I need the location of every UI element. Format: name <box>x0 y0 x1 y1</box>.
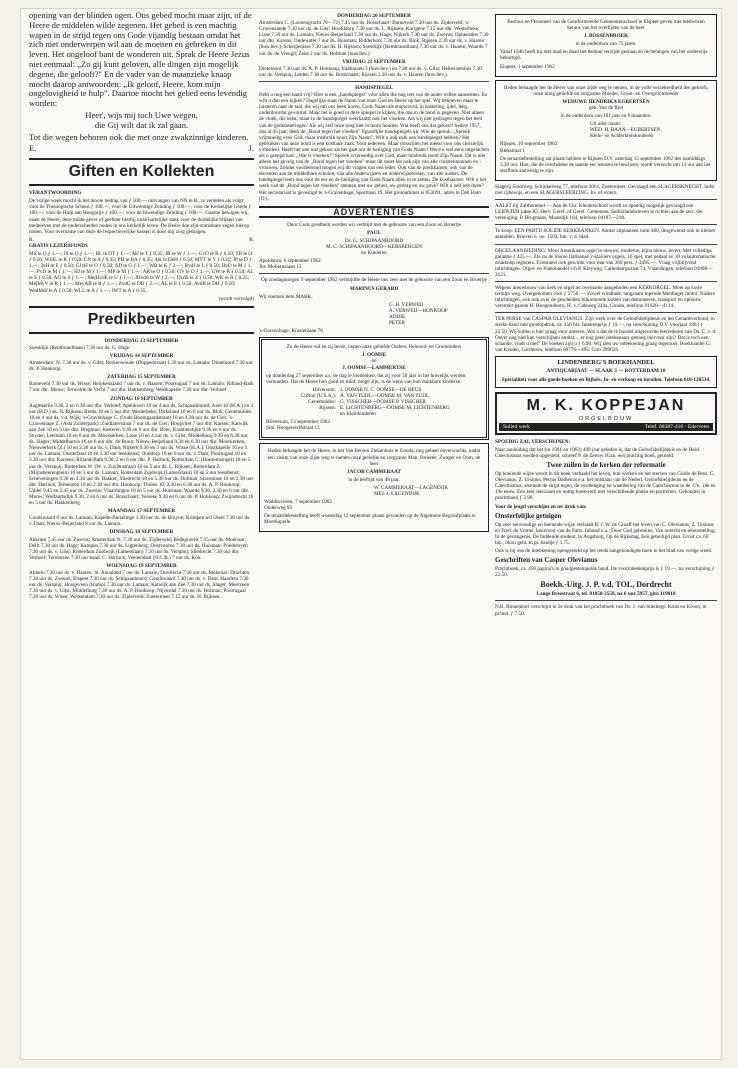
day-text: Akkrum 7.45 uur ds. Zwerus; Amsterdam N. 7.30 uur ds. Zijderveld; Bodegraven 7.15 uur ds. Moleraar; Delft 7.30 uur ds. Hage; Kampen 7.30 uur ds. Ligtenberg; Oostvoorne 7.30 uur ds. Huisman; Poederoyen 7.30 uur ds. v. Gilst; Rotterdam Zuidwijk (Lamerslaan) 7.30 uur ds. Verspuij; Sliedrecht 7.30 uur dhr. Verhoef; Terneuzen 7.30 uur kand. C. Harinck; Veenendaal (O.C.B.) 7 uur ds. Kok. <box>29 536 248 561</box>
death-announcement-cammeraat: Heden behaagde het de Heere, in het Van Iterson Ziekenhuis te Gouda, nog geheel onverwachts, nadat een ziekte van onze zijde weg te nemen onze geliefde en zorgzame Man, Broeder, Zwager en Oom, de heer JACOB CAMMERAAT in de leeftijd van 48 jaar. W. CAMMERAAT—LAGENDIJK MEJ. J. LAGENDIJK Waddinxveen, 7 september 1962 Onderweg 93 De teraardebestelling heeft woensdag 12 september plaats gevonden op de Algemene Begraafplaats te Moerkapelle. <box>259 443 489 532</box>
day-heading: ZONDAG 16 SEPTEMBER <box>110 395 173 402</box>
poem-line: die Gij wilt dat ik zal gaan. <box>94 119 189 130</box>
divider <box>495 199 717 200</box>
day-heading: VRIJDAG 21 SEPTEMBER <box>342 58 406 65</box>
koppejan-bar: Solied werk Telef. 08387-416 - Ederveen <box>499 423 713 431</box>
classified-olevianus: TER PERSE van CASPAR OLEVIANUS: Zijn werk over de Geloofsbelijdenis en het Genadeverbond, in sterke band met goudopdruk, ca. 450 blz. Intekenprijs ƒ 19.—, na verschijning D.V. voorjaar 1963 ƒ 22.50. Wij zullen u hier graag voor noteren. Wat u dat de te bundel uitgezochte leerrederen van Ds. C. v. d. Oever nog niet kan verschijnen omdat.... er nog geen intekenaars genoeg hiervoor zijn? Dat is toch een schande, vindt u niet? De boeken zijn u ƒ 6.90. Wij zien uw inteekening graag tegemoet. Boekhandel G. van Keulen, Gardteren, telefoon 06776—495. Giro 299624. <box>495 316 717 353</box>
section-header-giften: Giften en Kollekten <box>29 158 254 186</box>
day-text: Goudswaard 6 uur ds. Lamain; Kapelle-Biezelinge 1.30 uur ds. de Bruyne; Krimpen a/d IJssel 7.30 uur ds. v. Dam; Nieuw-Beijerland 8 uur ds. Lamain. <box>29 515 251 528</box>
day-heading: WOENSDAG 19 SEPTEMBER <box>106 562 177 569</box>
classified-slager: Slagerij Slootweg, Schinkelweg 77, telefoon 3061, Zoetermeer. Gevraagd een SLAGERSKNECHT, liefst met rijbewijs, en een SLAGERSLEERLING. In- of extern. <box>495 183 715 196</box>
day-text: Almelo 7.30 uur ds. v. Haaren; St. Annaland 7 uur ds. Lamain; Dordrecht 7.30 uur ds. Moleraar; Drachten 7.30 uur ds. Zwerus; Elspeet 7.30 uur ds. Schipaanboord; Goudswaard 7.30 uur ds. v. Dam; Haarlem 7.30 uur ds. Verspuij; Hoogeveen (Kamp) 7.30 uur ds. Lamain; Katwijk aan Zee 7.30 uur ds. Slager; Meerveen 7.30 uur ds. v. Gilst; Middelburg 7.30 uur ds. A. P. Honkoop; Nijverdal 7.30 uur ds. Hofman; Poortugaal 7.30 uur ds. Wisse; Werkendam 7.30 uur ds. Zijderveld; Zoetermeer 7.15 uur ds. H. Rijksen. <box>29 570 250 601</box>
divider <box>495 244 717 245</box>
newspaper-page <box>20 8 722 1060</box>
column-middle <box>259 11 489 535</box>
ad-koppejan: M. K. KOPPEJAN ORGELBOUW Solied werk Telef. 08387-416 - Ederveen <box>495 392 717 435</box>
anniversary-announcement: Zo de Heere wil en zij leven, hopen onze geliefde Ouders, Behuwd- en Grootouders J. OOMSE en J. OOMSE—LAMMERTSE op donderdag 27 september a.s. de dag te herdenken, dat zij voor 50 jaar in het huwelijk werden verbonden. Dat de Heere hun goed en mild; moge zijn, is de wens van hun dankbare kinderen. Hilversum: J. OOMSE N. C. OOMSE—DE HEUS Clifton (U.S.A.): A. VAN TUIJL—OOMSE M. VAN TUIJL Genemuiden: G. VISSCHER—OOMSE P. VISSCHER Rijssen: E. LICHTENBERG—OOMSE M. LICHTENBERG en Kleinkinderen Hilversum, 13 september 1962 Sim. Hoogewerffstraat 13 <box>259 337 489 440</box>
day-text: Aagtekerke 9.30, 2 en 6.30 uur dhr. Verhoef; Apeldoorn 10 en 4 uur ds. Schipaanboord; Axel 10 (H.A.) en 3 uur (H.D.) ds. H. Rijksen; Breda 10 en 5 uur dhr. Westerbeke; Dirksland 10 en 6 uur ds. Blok; Genemuiden 10 en 4 uur ds. v.d. Wijk; 's-Gravenhage C. (Oude Boomgaardstraat) 10 en 4.30 uur ds. de Gier; 's-Gravenhage Z. (Asta Zuiderpark); Zuidlarerstraat 7 uur ds. de Gier; Hoogvliet 7 uur dhr. Karsen; Katwijk aan Zee 10 en 5 uur dhr. Bregman; Kesteren 9.30 en 6 uur dhr. Boer; Krabbendijke 9.30 en 6 uur ds. Snyder; Leerdam 10 en 6 uur ds. Moerkerken; Lisse 10 en 4 uur ds. v. Gilst; Middelburg 9.30 en 6.30 uur ds. Slager; Middelharnis 10 en 6 uur dhr. de Bruin; Nieuw-Beijerland 9.30 en 6.30 uur dhr. Moerkerken; Nieuwerkerk (Z.) 10 en 2.30 uur ds. v. Dam; Nijkerk 9.30 en 5 uur ds. Wisse (H.A.); Oostkapelle 10 en 3 uur ds. Lamain; Oosterland 10 en 2.30 uur leesdienst; Ouddorp 10 en 6 uur ds. v. Dam; Poortugaal 10 en 3.30 uur dhr. Karsens; Rilland-Bath 9.30, 2 en 6 uur dhr. P. Harinck; Rotterdam C. (Boezemsingel) 10 en 5 uur ds. Verspuij; Rotterdam W. (W. v. Zuylenstraat) 10 en 5 uur ds. L. Rijksen; Rotterdam Z. (Mijnsheerenplein) 10 en 5 uur ds. Lamain; Rotterdam Zuidwijk (Lamerslaan) 10 en 5 uur leesdienst; Scheveningen 9.30 en 4.30 uur ds. Bakker; Sliedrecht 10 en 5.30 uur ds. Hofman; Stavenisse 10 en 2.30 uur dhr. Harinck; Terneuzen 10 en 2.30 uur dhr. Honkoop; Tholen 10, 2.30 en 6.30 uur ds. A. P. Honkoop; Uddel 9.45 en 2.45 uur ds. Zwerus; Vlaardingen 10 en 5 uur ds. Huisman; Waarde 9.30, 2.30 en 6 uur dhr. Mouw; Wolfaartsdijk 9.30, 2 en 6 uur ds. Bosschaart; Yerseke 9.30 en 6 uur ds. P. Honkoop; Zwijndrecht 10 en 5 uur ds. Hakkenberg. <box>29 402 254 507</box>
divider <box>495 281 717 282</box>
birth-announcement-paul: Door Gods goedheid werden wij verblijd met de geboorte van een Zoon en Broertje PAUL Ds. G. SCHIPAANBOORD M. C. SCHIPAANBOORD—KERSBERGEN en Kinderen Apeldoorn, 6 september 1962 Jhr. Mollerusiaan 15 <box>259 221 461 271</box>
signature: R. R. <box>29 236 254 243</box>
birth-announcement-marinus: Op zondagmorgen 9 september 1962 verblijdde de Heere ons zeer met de geboorte van een Zoon en Broertje MARINUS GERARD Wij noemen hem MARK. G. H. VERWEIJ A. VERWEIJ—HONKOOP ADDIE PETER 's-Gravenhage, Kraaienlaan 76 <box>259 277 487 335</box>
verantwoording-text: De vorige week mocht ik het mooie bedrag van ƒ 500.— ontvangen van NN te B., te verdelen als volgt: voor de Theologische School ƒ 100.—, voor de Uitwendige Zending ƒ 100.—, voor de Kerkelijke Goede ƒ 100.—, voor de Hulp aan Hongarije ƒ 100.—, voor de Inwendige Zending ƒ 100.—. Gaarne betuigen wij, naast de Heere, deze milde gever of geefster hierbij onze hartelijke dank voor de duidelijke blijken van medeleven met de onderscheiden noden in ons kerkelijk leven. De Heere doe zijn onmisbare zegen hierop rusten. Voor overname van deze de respectievelijke kassen is door mij zorg gedragen. <box>29 198 252 235</box>
divider <box>259 273 489 274</box>
poem-line: Heer', wijs mij toch Uwe wegen, <box>85 109 198 120</box>
continued-note: (wordt vervolgd) <box>218 295 254 302</box>
day-heading: ZATERDAG 15 SEPTEMBER <box>107 374 176 381</box>
day-text: Amsterdam: N. 7.30 uur ds. v. Gilst; Berkenwoude (Dopperstraat) 1.30 uur ds. Lamain; Dinteloord 7.30 uur ds. P. Honkoop. <box>29 360 253 373</box>
classified-orgel: ORGELAANBIEDING: Mooi Amerikaans orgel in nieuwe, moderne, bijna nieuw, levert. Met volledige garantie ƒ 425.—. Zie nu de mooie Italiaanse 2-klaviers orgels, 10 spel, met pedaal en 10 volautomatische drukknop registers. Eventueel ook geschikt voor mat van 360 pers. ƒ 3495.—. Vraag vrijblijvend inlichtingen. Orgel- en Pianohandel v/h P. Kleyweg, Callenburgstraat 74, Vlaardingen, telefoon 01898—3121. <box>495 247 716 278</box>
day-heading: VRIJDAG 14 SEPTEMBER <box>109 352 174 359</box>
subheading: GRATIS LEZERSFONDS <box>29 242 88 249</box>
day-heading: DINSDAG 18 SEPTEMBER <box>109 529 174 536</box>
family-row: Hilversum: J. OOMSE N. C. OOMSE—DE HEUS <box>312 386 422 393</box>
classified-kerkbanken: Te koop: EEN PARTIJ SOLIDE KERKBANKEN. Aantal zitplaatsen ruim 400, desgewenst ook in kleiner aantallen. Brieven n. no. 1503, bur. v. d. blad. <box>495 228 716 241</box>
ad-lindenberg: LINDENBERG'S BOEKHANDEL ANTIQUARIAAT — SLAAK 3 — ROTTERDAM 10 Specialiteit voor alle goede boeken en Bijbels. In- en verkoop en inruilen. Telefoon 010-128534. <box>495 356 717 388</box>
day-text: Soestdijk (Rembrandtlaan) 7.30 uur ds. G. Hage. <box>29 344 131 351</box>
day-heading: MAANDAG 17 SEPTEMBER <box>107 508 176 515</box>
divider <box>495 600 717 601</box>
family-row: Genemuiden: G. VISSCHER—OOMSE P. VISSCHER <box>308 398 426 405</box>
ad-vandertol: SPOEDIG ZAL VERSCHIJNEN: Naar aanleiding dat het (in 1961 en 1963) 400 jaar geleden is, dat de Geloofsbelijdenis en de Heid. Catechismus werden opgesteld, schreef P. de Zeeuw JGzn. een prachtig boek, getiteld: Twee zuilen in de kerken der reformatie Op boeiende wijze wordt in dit boek verhaald het leven, hun werken en het sterven van Guido de Bres, C. Olevianus, Z. Ursinus, Petrus Dathenus e.a. het ontstaan van de Nederl. Geloofsbelijdenis en de Catechismus, alsmede de strijd tegen, de verdediging en waardering van de Catechismus in de 17e, 18e en 19e eeuw. Een zeer leerzaam en nuttig boekwerk met verschillende platen en portretten. Gebonden in prachtband ƒ 3.90. Voor de jeugd verschijnt en ter druk van: Onsterfelijke getuigen Op zeer eenvoudige en boeiende wijze verhaalt B. J. W. de Graaff het leven van C. Olevianus, Z. Ursinus en Fred. de Vrome, keurvorst van de Paltz. Inhoud o.a.: Door God gebroken, Van onrecht en teleurstelling, In de gevangenis, De biddende student, In Augsburg, Op de Rijksdag, Een geheiligd plan. Groot ca. 60 blz., mooi gebl. in pr. bandje ƒ 1.75. Ook is bij ons de inteekening opengesteld op het reeds aangekondigde boek in het blad van vorige week: Geschriften van Casper Olevianus Prachtboek, ca. 450 pagina's in goudgestempelde band. De voorinteekenprijs is ƒ 19.—, na verschijning ƒ 22.50. Boekh.-Uitg. J. P. v.d. TOL, Dordrecht Lange Breestraat 6, tel. 01850-3558, na 6 uur 5957, giro 119018 N.B. Binnenkort verschijnt in 2e druk van het prachtboek van Ds. J. van Sliedregt: Kruis en Kroon, in pr.bnd. ƒ 7.50. <box>495 438 716 617</box>
classified-aalst: AALST bij Zaltbommel — Aan de Chr. Kleuterschool wordt zo spoedig mogelijk gevraagd een LEIDSTER (akte A). Herv. Geref. of Geref. Gemeente. Sollicitatiebrieven te richten aan de secr. der vereniging: P. Brugmans, Maasdijk 164, telefoon 04187—218. <box>495 203 703 222</box>
handspiegel-heading: HANDSPIEGEL <box>355 84 393 91</box>
handspiegel-text: Hebt u nog een hand vrij? Hier is een „handspiegel" voor allen die nog iets van de ander willen aannemen. En wilt u dan een kijken? Dagelijks staat de Naam van onze God en Heere op het spel. Wij behoeven maar te luisteren naar de taal, die wij om ons heen horen. Gods Naam als stopwoord, in bastering, ijdel, leeg, onderdoordat gevormd. Maar het is goed in deze spiegel te kijken, die ons in de hand is gegeven. Niet alleen de vloek, die kelst, maar in de handspiegel weerkaatst ook het vloeken. Als wij niet gedragen tegen het leed van de godslasteringen. Als wij zelf onze tong niet in toom houden. Wat heeft ons dat gekost? Sedert 1957, dus al 45 jaar, deelt de „Bond tegen het vloeken" figuurlijke handspiegels uit. Wie de spreuk: „Spreek vrijmoedig over God, maar misbruik nooit Zijn Naam". Wilt u ook zulk een handspiegel hebben? Het gebruiken van deze bond is een kostbare zaak. Voor iedereen. Maar misschien het meest voor ons christelijk volksdeel. Heeft het ons wat gekost als het gaat om de heiliging van Gods Naam? Werd u wel eens uitgelachen als u gezegd had: „Wat is vloeken?" Spreek vrijmoedig over God, maar misbruik nooit Zijn Naam. Dit is niet alleen het gevolg van de „Bond tegen het vloeken" maar dit moet het ook zijn van alle christenmannen en -vrouwen. Zonder voorbehoud mogen wij dit vragen van een ieder. Ook van de predikanten, ook van de docenten aan de middelbare scholen, van alle onderwijzers en onderwijzeressen, van alle ouders. De handspiegel leert ons voor de eer en de heiliging van Gods Naam allen in te zetten. De kostbaarste: Wilt u het werk van de „Bond tegen het vloeken" steunen met uw gebed, uw gedrag en uw gave? Wilt u zelf iets doen? Het secretariaat is gevestigd te 's-Gravenhage, Sportlaan 19. Het gironummer is 853091, adres te Den Ham (O.). <box>259 92 489 202</box>
classified-kerkorgel: Wegens nieuwbouw van kerk en orgel ter overname aangeboden een KERKORGEL. Moet op korte termijn weg. Overgenomen voor ƒ 2750.—. Zowel windlade, langzaam lopende Meidinger motor. Nadere inlichtingen, ook ook over de gescheiden bijkomende kosten van demonteren, transport en opbouw, verstrekt gaarne H. Hoogendoorn, H. v. Catsweg 244a, Gouda, telefoon 01820—4114. <box>495 285 715 310</box>
article-outro: Tot die wegen behoren ook die met onze zwakzinnige kinderen. <box>29 131 249 142</box>
death-announcement-egbertsen: Heden behaagde het de Heere van onze zijde weg te nemen, in de volle verzekerdheid des geloofs, onze innig geliefde en zorgzame Moeder, Groot- en Overgrootmoeder WEDUWE HENDRIKA EGBERTSEN geb. Van de Riet in de ouderdom van 101 jaar en 8 maanden. Uit aller naam: WED. H. BAAN—EGBERTSEN Klein- en Achterkleinkinderen Rijssen, 10 september 1962 Blekstraat 1 De teraardebestelling zal plaats hebben te Rijssen D.V. zaterdag 15 september 1962 des namiddags 3.30 uur. Hun, die de overledene de laatste eer wensen te bewijzen, wordt verzocht om 13 uur aan het sterfhuis aanwezig te zijn. <box>495 80 717 181</box>
day-text: Dinteloord 7.30 uur ds. A. P. Honkoop; Enkhuizen 3 (huw.bev.) en 7.30 uur ds. v. Gilst; Hellevoetsluis 7.30 uur ds. Verspuij; Leiden 7.30 uur ds. Bosschaart; Rijssen 2.30 uur ds. v. Haaren (huw.bev.). <box>259 65 482 78</box>
section-header-predikbeurten: Predikbeurten <box>29 306 254 334</box>
lezersfonds-text: MS te O ƒ 1.—; JS te O ƒ 1.—; BL te OT ƒ 1.—; MJ te T ƒ 0.35; JB te W ƒ 1.—; GvO te B ƒ 0.50; TB te O ƒ 0.50; WJdL te R ƒ 0.50; CN te A ƒ 0.35; PD te BA ƒ 0.35; AK te DeH ƒ 0.50; MVT te Y ƒ 0.35; JP te D ƒ 1.—; JvH te E ƒ 0.50; GJvH te O ƒ 0.50; AD te G ƒ 1.—; WB te K ƒ 2.—; BvdJ te L ƒ 0.50; HvO te M ƒ 1.—; PvD te M ƒ 1.—; HJ te M ƒ 1.—; MP te M ƒ 1.—; AR te O ƒ 0.50; GV te O ƒ 1.—; GW te R ƒ 0.50; AL te S ƒ 0.50; AO te S ƒ 1.—; MejHvdE te U ƒ 1.—; JHvdS te W ƒ 2.—; DvdS te Z ƒ 0.50; WK te R ƒ 0.25; MejMvV te R ƒ 1.—; MevAB te R ƒ 1.—; ZvdG te DB ƒ 2.—; AL te E ƒ 0.50; AvdB te DH ƒ 0.50; WedMdJ te A ƒ 0.50; WLL te A ƒ 1.—; JWT te A ƒ 0.35. <box>29 251 254 294</box>
family-row: Clifton (U.S.A.): A. VAN TUIJL—OOMSE M. VAN TUIJL <box>300 392 430 399</box>
day-heading: DONDERDAG 20 SEPTEMBER <box>337 13 411 19</box>
day-text: Amsterdam C. (Looiersgracht 70—72) 7.45 uur ds. Bosschaart; Barneveld 7.30 uur ds. Zijderveld; 's-Gravenzande 7.30 uur ds. de Gier; Hoofddorp 7.30 uur ds. L. Rijksen; Kortgene 7.15 uur dhr. Westerbeke; Lisse 7.30 uur ds. Lamain; Nieuw-Beijerland 7.30 uur ds. Hage; Nijkerk 7.30 uur ds. Zwerus; Opheusden 7.30 uur dhr. Karens; Oudewater 7 uur ds. Huisman; Ridderkerk 7.30 uur ds. Blok; Rijssen 2.30 uur ds. v. Haaren (huw.bev.); Scherpenisse 7.30 uur ds. H. Rijksen; Soestdijk (Rembrandtlaan) 7.30 uur ds. v. Haaren; Waarde 7 uur ds. de Vreugd; Zeist 2 uur ds. Hofman (huw.bev.). <box>259 20 489 57</box>
family-row: Rijssen: E. LICHTENBERG—OOMSE M. LICHTENBERG <box>319 405 450 412</box>
column-right <box>495 11 717 619</box>
column-left <box>29 11 254 603</box>
day-text: Barneveld 7.30 uur ds. Wisse; Heinkenszand 7 uur ds. v. Haaren; Poortugaal 7 uur ds. Lamain; Rilland-Bath 7 uur dhr. Mouw; Terwolde de Vecht 7 uur dhr. Hakkenberg; Westkapelle 7.30 uur dhr. Verhoef. <box>29 381 254 394</box>
divider <box>259 81 489 82</box>
divider <box>495 224 717 225</box>
koppejan-logo: M. K. KOPPEJAN <box>526 396 686 414</box>
subheading: VERANTWOORDING <box>29 190 82 197</box>
sermon-schedule <box>29 338 254 601</box>
advertenties-header: ADVERTENTIES <box>259 206 489 218</box>
day-heading: DONDERDAG 13 SEPTEMBER <box>104 337 179 344</box>
death-announcement-bossenbroek: Bestuur en Personeel van de Gereformeerde Gemeentenschool te Elspeet geven met leedwezen kennis van het overlijden van de heer J. BOSSENBROEK in de ouderdom van 75 jaren. Vanaf 1946 heeft hij met raad en daad het bestuur terzijde gestaan en de belangen van het onderwijs behartigd. Elspeet, 1 september 1962 <box>495 14 717 77</box>
divider <box>495 312 717 313</box>
article-intro: opening van der blinden ogen. Ons gebed mocht maar zijn, of de Heere de middelen wilde zegenen. Het gebed is een machtig wapen in de strijd tegen ons Gode vijandig bestaan omdat het zich niet onderwerpen wil aan de moeiten en gebreken in dit leven. Het ongeloof bant de wonderen uit. Sprak de Heere Jezus niet eenmaal: „Zo gij kunt geloven, alle dingen zijn mogelijk degene, die gelooft?" En de vader van de maanzieke knaap mocht daarop antwoorden: „Ik geloof, Heere, kom mijn ongelovigheid te hulp". Daartoe mocht het gebed eens levendig worden: <box>29 10 252 109</box>
signature: E. J. <box>29 143 254 154</box>
